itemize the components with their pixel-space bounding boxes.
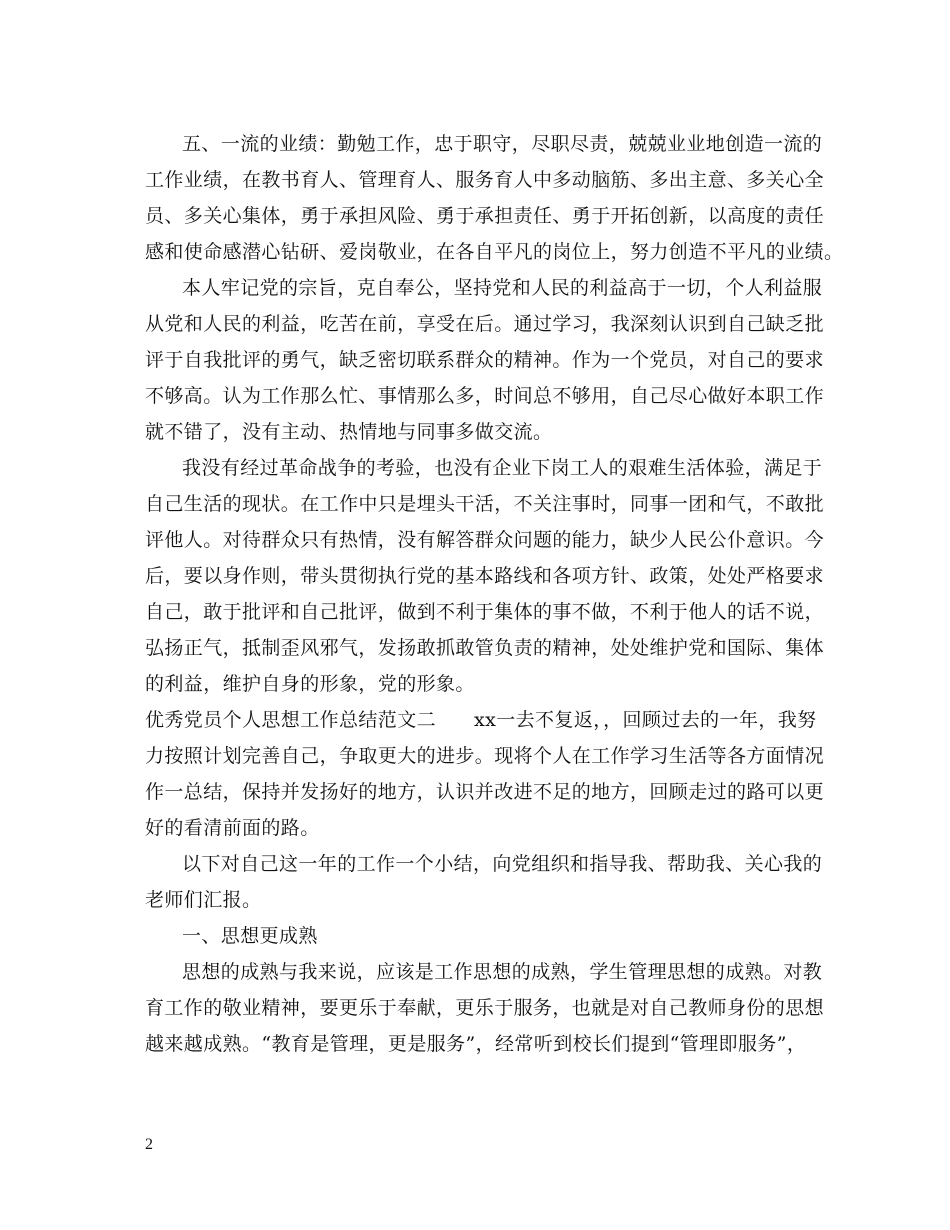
text-line: 自己生活的现状。在工作中只是埋头干活，不关注事时，同事一团和气，不敢批 <box>145 493 825 515</box>
text-line: xx一去不复返，，回顾过去的一年，我努 <box>474 709 817 731</box>
section-heading-line <box>145 708 817 732</box>
text-line: 五、一流的业绩：勤勉工作，忠于职守，尽职尽责，兢兢业业地创造一流的 <box>182 133 823 155</box>
subheading: 一、思想更成熟 <box>182 925 318 947</box>
text-line: 的利益，维护自身的形象，党的形象。 <box>145 673 475 695</box>
text-line: 我没有经过革命战争的考验，也没有企业下岗工人的艰难生活体验，满足于 <box>182 457 823 479</box>
text-line: 就不错了，没有主动、热情地与同事多做交流。 <box>145 421 553 443</box>
text-line: 作一总结，保持并发扬好的地方，认识并改进不足的地方，回顾走过的路可以更 <box>145 781 825 803</box>
text-line: 力按照计划完善自己，争取更大的进步。现将个人在工作学习生活等各方面情况 <box>145 745 825 767</box>
text-line: 不够高。认为工作那么忙、事情那么多，时间总不够用，自己尽心做好本职工作 <box>145 385 825 407</box>
text-line: 感和使命感潜心钻研、爱岗敬业，在各自平凡的岗位上，努力创造不平凡的业绩。 <box>145 241 844 263</box>
text-line: 从党和人民的利益，吃苦在前，享受在后。通过学习，我深刻认识到自己缺乏批 <box>145 313 825 335</box>
text-line: 弘扬正气，抵制歪风邪气，发扬敢抓敢管负责的精神，处处维护党和国际、集体 <box>145 637 825 659</box>
text-line: 育工作的敬业精神，要更乐于奉献，更乐于服务，也就是对自己教师身份的思想 <box>145 997 825 1019</box>
section-title: 优秀党员个人思想工作总结范文二 <box>145 709 437 731</box>
text-line: 以下对自己这一年的工作一个小结，向党组织和指导我、帮助我、关心我的 <box>182 853 823 875</box>
text-line: 员、多关心集体，勇于承担风险、勇于承担责任、勇于开拓创新，以高度的责任 <box>145 205 825 227</box>
text-line: 后，要以身作则，带头贯彻执行党的基本路线和各项方针、政策，处处严格要求 <box>145 565 825 587</box>
text-line: 本人牢记党的宗旨，克自奉公，坚持党和人民的利益高于一切，个人利益服 <box>182 277 823 299</box>
text-line: 老师们汇报。 <box>145 889 262 911</box>
text-line: 越来越成熟。“教育是管理，更是服务”，经常听到校长们提到“管理即服务”， <box>145 1033 807 1055</box>
text-line: 评于自我批评的勇气，缺乏密切联系群众的精神。作为一个党员，对自己的要求 <box>145 349 825 371</box>
text-line: 思想的成熟与我来说，应该是工作思想的成熟，学生管理思想的成熟。对教 <box>182 961 823 983</box>
text-line: 评他人。对待群众只有热情，没有解答群众问题的能力，缺少人民公仆意识。今 <box>145 529 825 551</box>
page-number: 2 <box>145 1136 153 1153</box>
text-line: 工作业绩，在教书育人、管理育人、服务育人中多动脑筋、多出主意、多关心全 <box>145 169 825 191</box>
text-line: 自己，敢于批评和自己批评，做到不利于集体的事不做，不利于他人的话不说， <box>145 601 825 623</box>
text-line: 好的看清前面的路。 <box>145 817 320 839</box>
